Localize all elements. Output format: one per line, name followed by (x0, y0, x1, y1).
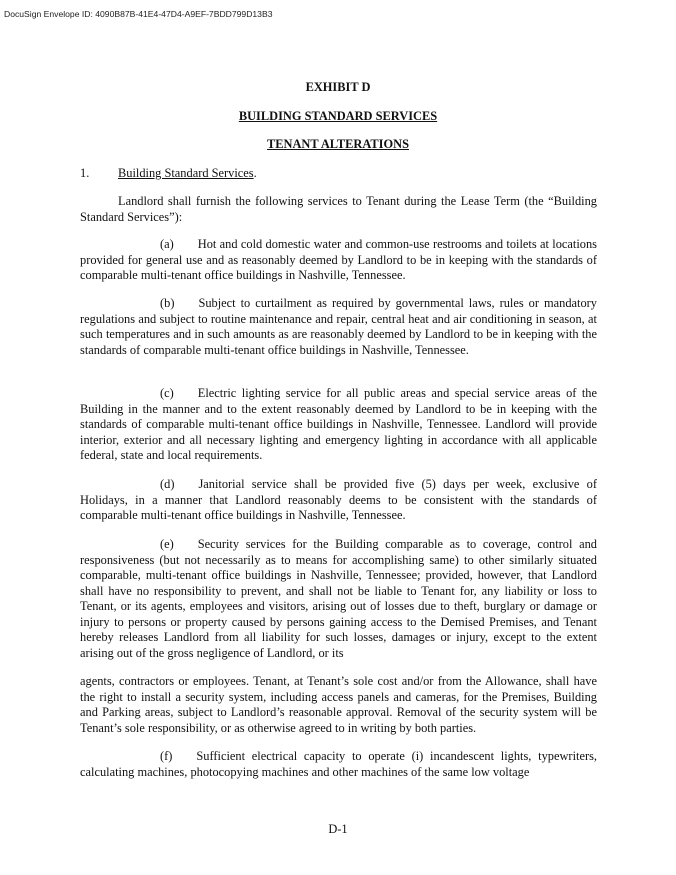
item-label: (c) (160, 386, 174, 400)
item-text: Subject to curtailment as required by governmental laws, rules or mandatory regulations and subject to routine maintenance and repair, central heat and air conditioning in season, at such temperatures and in such amounts as are reasonably deemed by Landlord to be in keeping with the standards of comparable multi-tenant office buildings in Nashville, Tennessee. (80, 296, 597, 357)
title-heading: BUILDING STANDARD SERVICES (238, 109, 438, 123)
item-text: Janitorial service shall be provided five (5) days per week, exclusive of Holidays, in a manner that Landlord reasonably deems to be consistent with the standards of comparable multi-tenant office buildings in Nashville, Tennessee. (80, 477, 597, 522)
item-f (80, 749, 597, 780)
item-d (80, 477, 597, 524)
item-c (80, 386, 597, 464)
section-title: Building Standard Services (118, 166, 254, 180)
item-text: Security services for the Building comparable as to coverage, control and responsiveness (but not necessarily as to means for accomplishing same) to other similarly situated comparable, multi-tenant office buildings in Nashville, Tennessee; provided, however, that Landlord shall have no responsibility to prevent, and shall not be liable to Tenant for, any liability or loss to Tenant, or its agents, employees and visitors, arising out of losses due to theft, burglary or damage or injury to persons or property caused by persons gaining access to the Demised Premises, and Tenant hereby releases Landlord from all liability for such losses, damages or injury, except to the extent arising out of the gross negligence of Landlord, or its (80, 537, 597, 660)
item-label: (e) (160, 537, 174, 551)
intro-paragraph: Landlord shall furnish the following services to Tenant during the Lease Term (the “Building Standard Services”): (80, 194, 597, 224)
item-e-continuation (80, 674, 597, 736)
item-a (80, 237, 597, 284)
item-label: (b) (160, 296, 175, 310)
item-label: (d) (160, 477, 175, 491)
item-text: Sufficient electrical capacity to operate (i) incandescent lights, typewriters, calculating machines, photocopying machines and other machines of the same low voltage (80, 749, 597, 779)
section-1-heading (80, 166, 257, 182)
item-text: Hot and cold domestic water and common-use restrooms and toilets at locations provided for general use and as reasonably deemed by Landlord to be in keeping with the standards of comparable multi-tenant office buildings in Nashville, Tennessee. (80, 237, 597, 282)
item-label: (a) (160, 237, 174, 251)
page-number: D-1 (328, 822, 348, 836)
section-title-period: . (253, 166, 257, 180)
section-number: 1. (80, 166, 90, 180)
exhibit-heading: EXHIBIT D (305, 80, 371, 94)
item-e (80, 537, 597, 661)
item-text: agents, contractors or employees. Tenant, at Tenant’s sole cost and/or from the Allowance, shall have the right to install a security system, including access panels and cameras, for the Premises, Building and Parking areas, subject to Landlord’s reasonable approval. Removal of the security system will be Tenant’s sole responsibility, or as otherwise agreed to in writing by both parties. (80, 674, 597, 735)
item-text: Electric lighting service for all public areas and special service areas of the Building in the manner and to the extent reasonably deemed by Landlord to be in keeping with the standards of comparable multi-tenant office buildings in Nashville, Tennessee. Landlord will provide interior, exterior and all necessary lighting and emergency lighting in accordance with all applicable federal, state and local requirements. (80, 386, 597, 462)
subtitle-heading: TENANT ALTERATIONS (267, 137, 409, 151)
item-label: (f) (160, 749, 173, 763)
docusign-envelope-id: DocuSign Envelope ID: 4090B87B-41E4-47D4-A9EF-7BDD799D13B3 (4, 9, 273, 19)
item-b (80, 296, 597, 358)
